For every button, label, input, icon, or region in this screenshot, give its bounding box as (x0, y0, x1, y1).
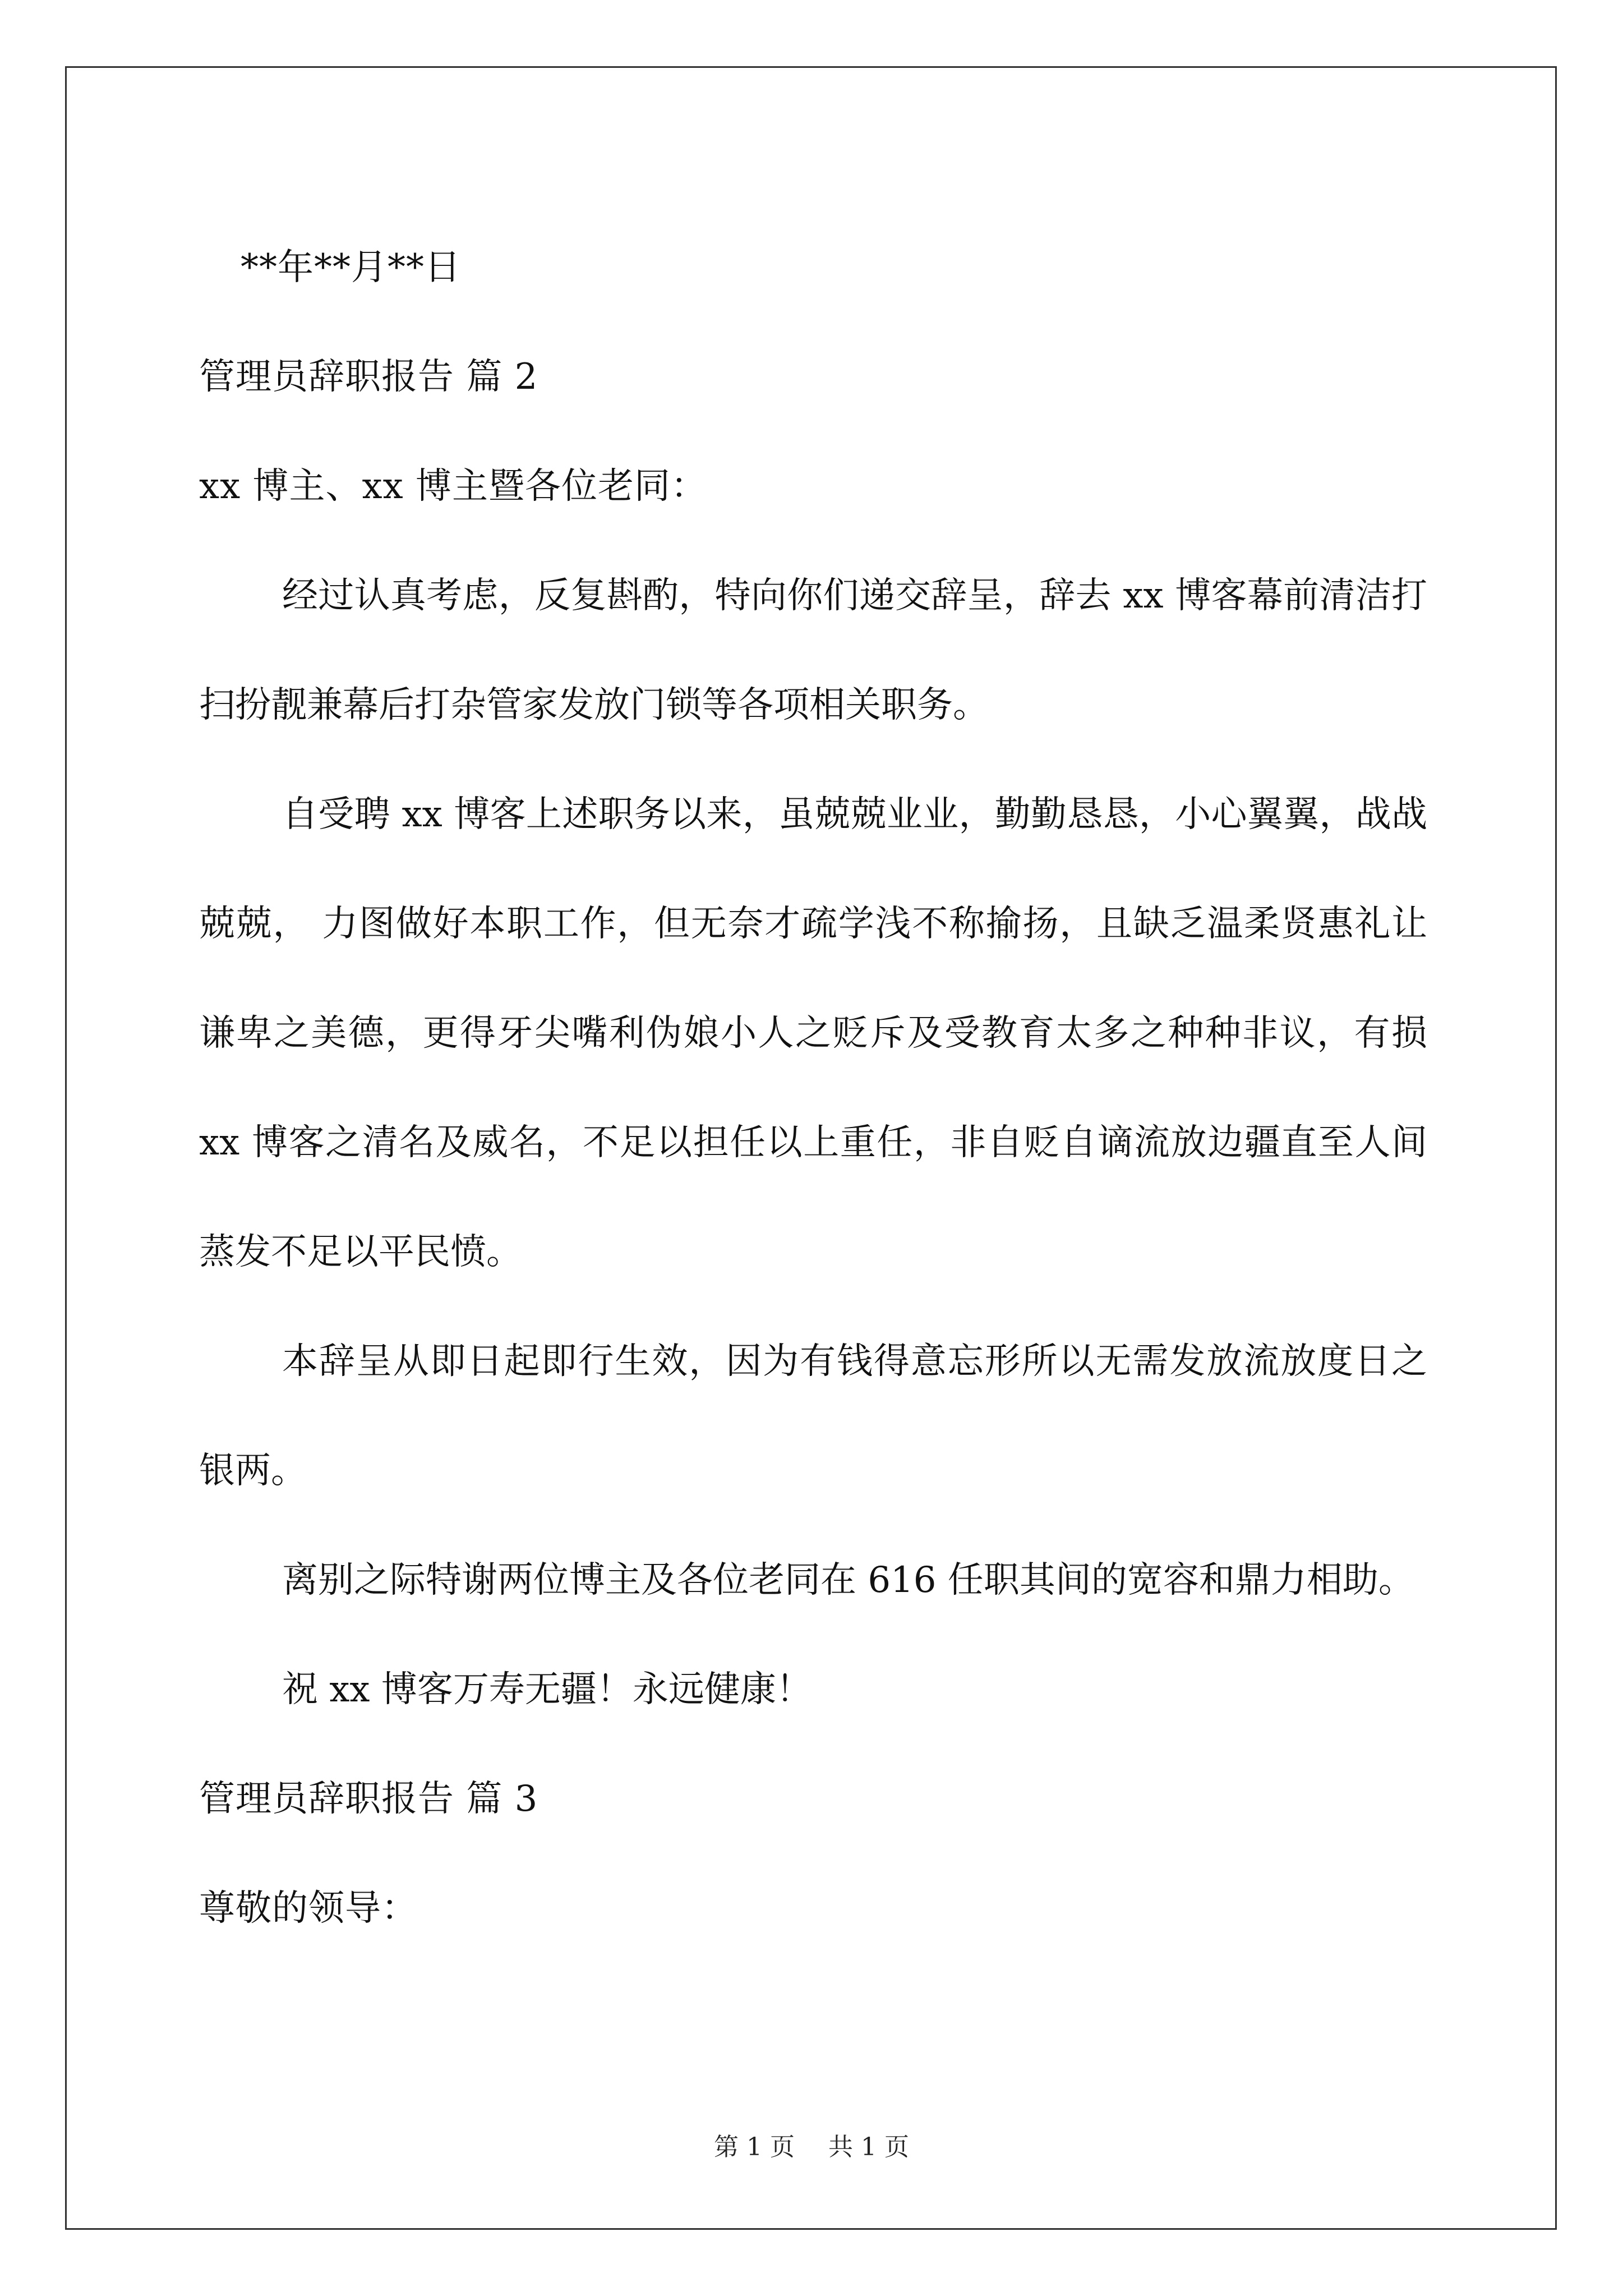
salutation-2: xx 博主、xx 博主暨各位老同： (199, 466, 708, 507)
date-line: **年**月**日 (241, 247, 461, 288)
paragraph-4: 离别之际特谢两位博主及各位老同在 616 任职其间的宽容和鼎力相助。 (282, 1559, 1414, 1601)
section-heading-2: 管理员辞职报告 篇 2 (199, 356, 538, 398)
paragraph-3: 本辞呈从即日起即行生效，因为有钱得意忘形所以无需发放流放度日之银两。 (199, 1341, 1427, 1492)
page-number: 第 1 页 (714, 2133, 795, 2161)
salutation-3: 尊敬的领导： (199, 1888, 418, 1929)
section-heading-3: 管理员辞职报告 篇 3 (199, 1778, 538, 1820)
page-footer (0, 2131, 1623, 2164)
document-body (199, 213, 1427, 1963)
paragraph-5: 祝 xx 博客万寿无疆！永远健康！ (282, 1669, 812, 1710)
page-total: 共 1 页 (828, 2133, 909, 2161)
paragraph-2: 自受聘 xx 博客上述职务以来，虽兢兢业业，勤勤恳恳，小心翼翼，战战兢兢， 力图做好本职工作，但无奈才疏学浅不称揄扬，且缺乏温柔贤惠礼让谦卑之美德，更得牙尖嘴利伪娘小人之贬斥及受教育太多之种种非议，有损 xx 博客之清名及威名，不足以担任以上重任，非自贬自谪流放边疆直至人间蒸发不足以平民愤。 (199, 794, 1427, 1273)
paragraph-1: 经过认真考虑，反复斟酌，特向你们递交辞呈，辞去 xx 博客幕前清洁打扫扮靓兼幕后打杂管家发放门锁等各项相关职务。 (199, 575, 1427, 726)
